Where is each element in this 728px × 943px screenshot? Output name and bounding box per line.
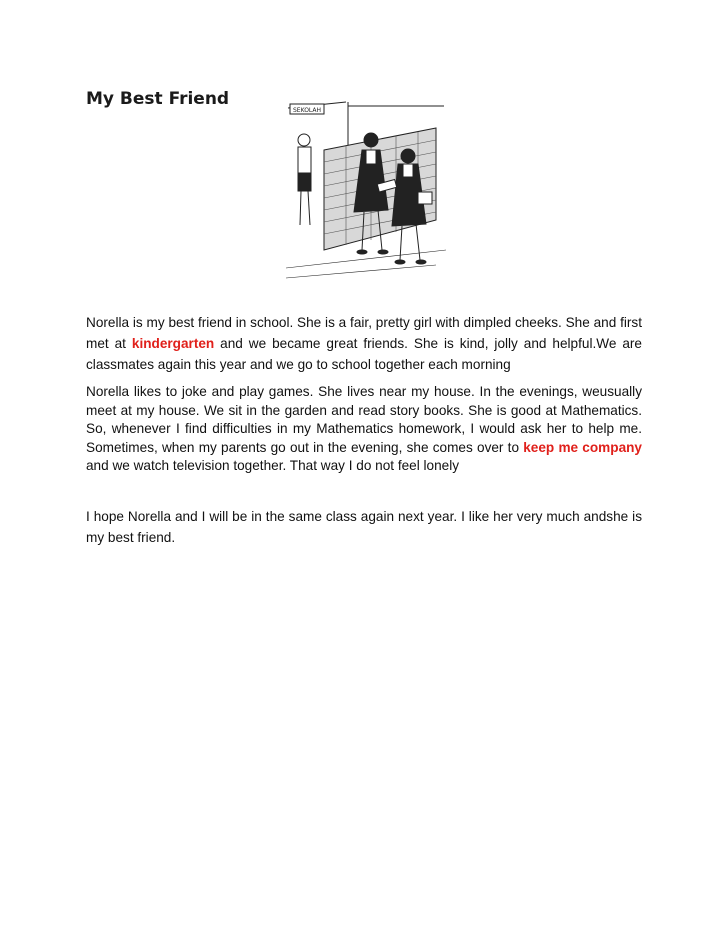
paragraph-3 bbox=[86, 506, 642, 548]
girl-one-head bbox=[364, 133, 378, 147]
paragraph-2 bbox=[86, 383, 642, 476]
paragraph-2-text-a: Norella likes to joke and play games. She lives near my house. In the evenings, weusually meet at my house. We sit in the garden and read story books. She is good at Mathematics. So, whenever I find difficulties in my Mathematics homework, I would ask her to help me. Sometimes, when my parents go out in the evening, she comes over to bbox=[86, 384, 642, 455]
highlight-kindergarten: kindergarten bbox=[131, 336, 215, 351]
page-title: My Best Friend bbox=[86, 89, 230, 109]
boy-shorts bbox=[298, 173, 311, 191]
paragraph-1-text-a: Norella is my best friend in school. She is a fair, pretty girl with dimpled cheeks. She and first met at bbox=[86, 315, 642, 351]
girl-two-head bbox=[401, 149, 415, 163]
paragraph-1-text-b: and we became great friends. She is kind, jolly and helpful.We are classmates again this year and we go to school together each morning bbox=[86, 336, 642, 372]
boy-head bbox=[298, 134, 310, 146]
school-sign-text: SEKOLAH bbox=[293, 107, 322, 114]
two-schoolgirls-walking-illustration bbox=[286, 100, 446, 280]
highlight-keep-me-company: keep me company bbox=[523, 439, 642, 455]
school-bag bbox=[418, 192, 432, 204]
girl-one-collar bbox=[366, 150, 376, 164]
paragraph-2-text-b: and we watch television together. That way I do not feel lonely bbox=[86, 458, 460, 474]
girl-two-collar bbox=[403, 164, 413, 177]
paragraph-3-text: I hope Norella and I will be in the same class again next year. I like her very much andshe is my best friend. bbox=[86, 509, 642, 545]
boy-shirt bbox=[298, 147, 311, 173]
paragraph-1 bbox=[86, 312, 642, 375]
